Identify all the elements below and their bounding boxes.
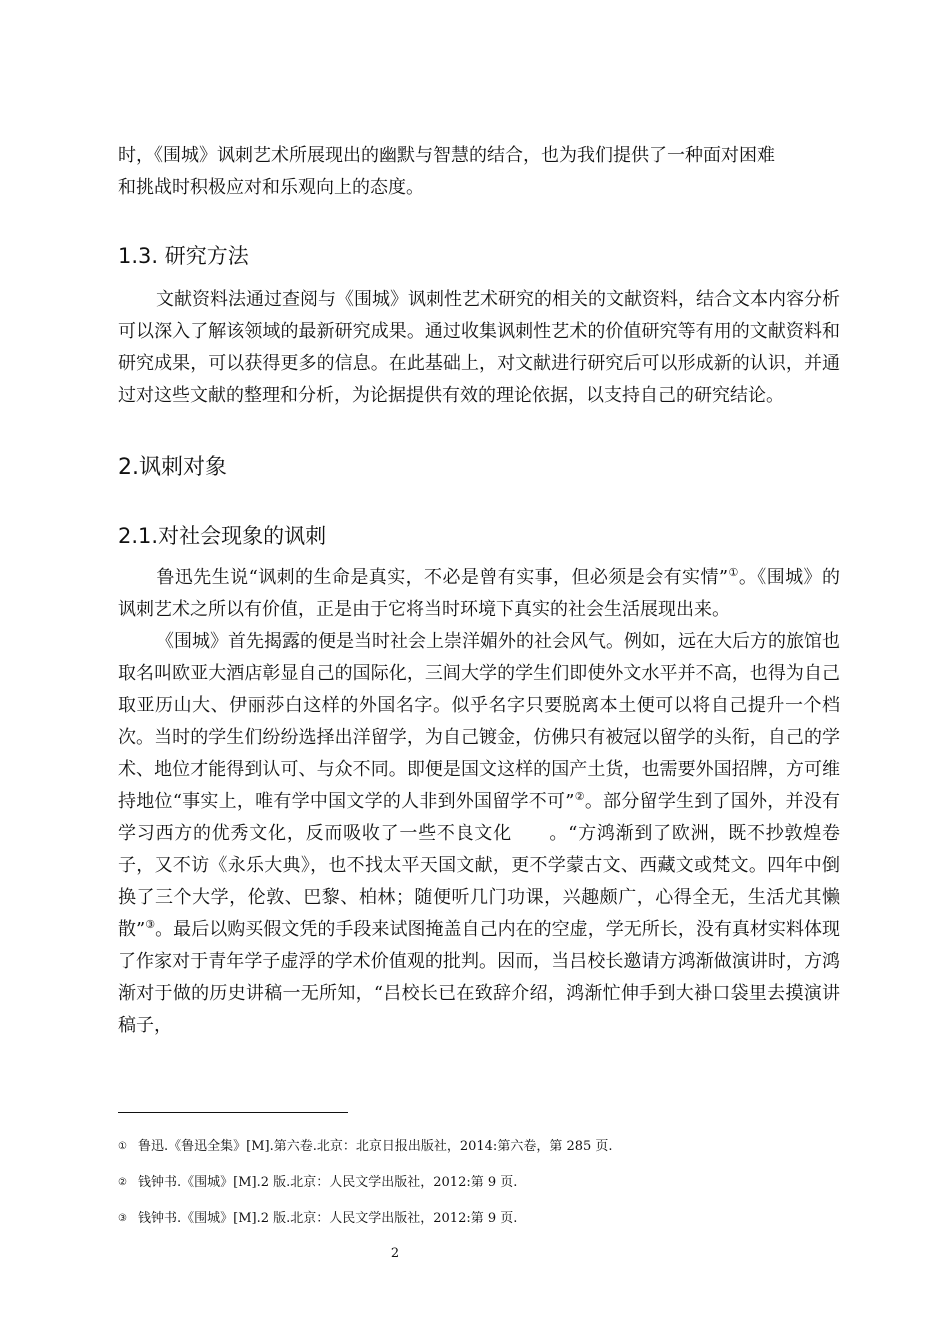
footnote-ref-3[interactable]: ③ bbox=[145, 918, 156, 931]
section-2-heading: 2.讽刺对象 bbox=[118, 455, 227, 480]
para1-text-a: 鲁迅先生说“讽刺的生命是真实，不必是曾有实事，但必须是会有实情” bbox=[156, 567, 729, 588]
section-2-1-paragraph-2 bbox=[118, 626, 840, 1042]
footnote-3-text: 钱钟书.《围城》[M].2 版.北京：人民文学出版社，2012:第 9 页. bbox=[138, 1211, 518, 1226]
footnote-1 bbox=[118, 1138, 840, 1156]
footnote-1-text: 鲁迅.《鲁迅全集》[M].第六卷.北京：北京日报出版社，2014:第六卷，第 285 页. bbox=[138, 1139, 613, 1154]
page-number: 2 bbox=[390, 1246, 400, 1261]
footnote-ref-1[interactable]: ① bbox=[728, 566, 739, 579]
footnote-2 bbox=[118, 1174, 840, 1192]
para1-text-b: 。《围城》的讽刺艺术之所以有价值，正是由于它将当时环境下真实的社会生活展现出来。 bbox=[118, 567, 840, 620]
footnote-2-mark: ② bbox=[118, 1177, 127, 1188]
section-1-3-text: 文献资料法通过查阅与《围城》讽刺性艺术研究的相关的文献资料，结合文本内容分析可以深入了解该领域的最新研究成果。通过收集讽刺性艺术的价值研究等有用的文献资料和研究成果，可以获得更多的信息。在此基础上，对文献进行研究后可以形成新的认识，并通过对这些文献的整理和分析，为论据提供有效的理论依据，以支持自己的研究结论。 bbox=[118, 289, 840, 406]
footnote-ref-2[interactable]: ② bbox=[574, 790, 585, 803]
footnote-3-mark: ③ bbox=[118, 1213, 127, 1224]
section-2-1-heading: 2.1.对社会现象的讽刺 bbox=[118, 524, 327, 548]
section-1-3-heading: 1.3. 研究方法 bbox=[118, 244, 249, 268]
footnote-1-mark: ① bbox=[118, 1141, 127, 1152]
para2-text-a: 《围城》首先揭露的便是当时社会上崇洋媚外的社会风气。例如，远在大后方的旅馆也取名叫欧亚大酒店彰显自己的国际化，三闾大学的学生们即使外文水平并不高，也得为自己取亚历山大、伊丽莎白这样的外国名字。似乎名字只要脱离本土便可以将自己提升一个档次。当时的学生们纷纷选择出洋留学，为自己镀金，仿佛只有被冠以留学的头衔，自己的学术、地位才能得到认可、与众不同。即便是国文这样的国产土货，也需要外国招牌，方可维持地位“事实上，唯有学中国文学的人非到外国留学不可” bbox=[118, 631, 840, 812]
section-2-1-paragraph-1 bbox=[118, 562, 840, 626]
para2-text-c: 。最后以购买假文凭的手段来试图掩盖自己内在的空虚，学无所长，没有真材实料体现了作家对于青年学子虚浮的学术价值观的批判。因而，当吕校长邀请方鸿渐做演讲时，方鸿渐对于做的历史讲稿一无所知，“吕校长已在致辞介绍，鸿渐忙伸手到大褂口袋里去摸演讲稿子， bbox=[118, 919, 841, 1036]
top-paragraph-line-1: 时，《围城》讽刺艺术所展现出的幽默与智慧的结合，也为我们提供了一种面对困难 bbox=[118, 145, 775, 166]
footnote-2-text: 钱钟书.《围城》[M].2 版.北京：人民文学出版社，2012:第 9 页. bbox=[138, 1175, 518, 1190]
para2-text-b: 。部分留学生到了国外，并没有学习西方的优秀文化，反而吸收了一些不良文化 。“方鸿渐到了欧洲，既不抄敦煌卷子，又不访《永乐大典》，也不找太平天国文献，更不学蒙古文、西藏文或梵文。四年中倒换了三个大学，伦敦、巴黎、柏林；随便听几门功课，兴趣颇广，心得全无，生活尤其懒散” bbox=[118, 791, 841, 940]
section-1-3-paragraph bbox=[118, 284, 840, 412]
footnote-3 bbox=[118, 1210, 840, 1228]
top-paragraph bbox=[118, 140, 840, 204]
top-paragraph-line-2: 和挑战时积极应对和乐观向上的态度。 bbox=[118, 177, 424, 198]
footnote-divider bbox=[118, 1112, 348, 1113]
